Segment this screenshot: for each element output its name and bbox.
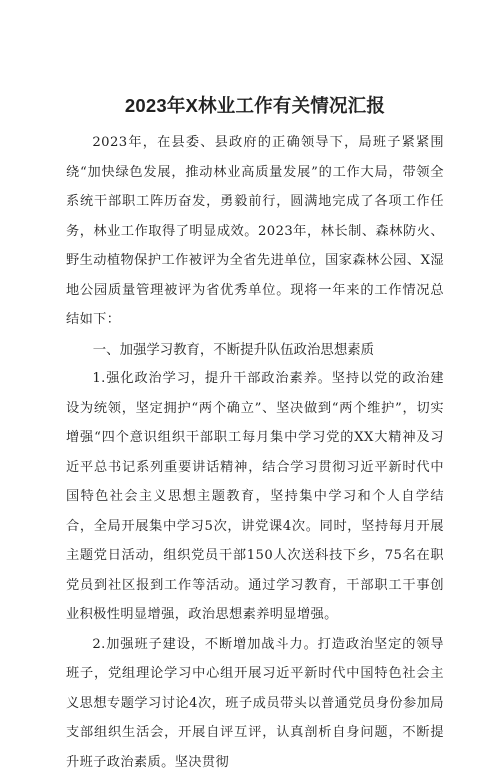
intro-paragraph: 2023年，在县委、县政府的正确领导下，局班子紧紧围绕“加快绿色发展，推动林业高质量发展”的工作大局，带领全系统干部职工阵历奋发，勇毅前行，圆满地完成了各项工作任务，林业工作取得了明显成效。2023年，林长制、森林防火、野生动植物保护工作被评为全省先进单位，国家森林公园、X湿地公园质量管理被评为省优秀单位。现将一年来的工作情况总结如下： <box>66 128 444 335</box>
section-heading: 一、加强学习教育，不断提升队伍政治思想素质 <box>66 335 444 365</box>
paragraph-2: 2.加强班子建设，不断增加战斗力。打造政治坚定的领导班子，党组理论学习中心组开展习近平新时代中国特色社会主义思想专题学习讨论4次，班子成员带头以普通党员身份参加局支部组织生活会，开展自评互评，认真剖析自身问题，不断提升班子政治素质。坚决贯彻 <box>66 630 444 777</box>
paragraph-1: 1.强化政治学习，提升干部政治素养。坚持以党的政治建设为统领，坚定拥护“两个确立”、坚决做到“两个维护”，切实增强“四个意识组织干部职工每月集中学习党的XX大精神及习近平总书记系列重要讲话精神，结合学习贯彻习近平新时代中国特色社会主义思想主题教育，坚持集中学习和个人自学结合，全局开展集中学习5次，讲党课4次。同时，坚持每月开展主题党日活动，组织党员干部150人次送科技下乡，75名在职党员到社区报到工作等活动。通过学习教育，干部职工干事创业积极性明显增强，政治思想素养明显增强。 <box>66 364 444 630</box>
document-title: 2023年X林业工作有关情况汇报 <box>66 92 444 118</box>
